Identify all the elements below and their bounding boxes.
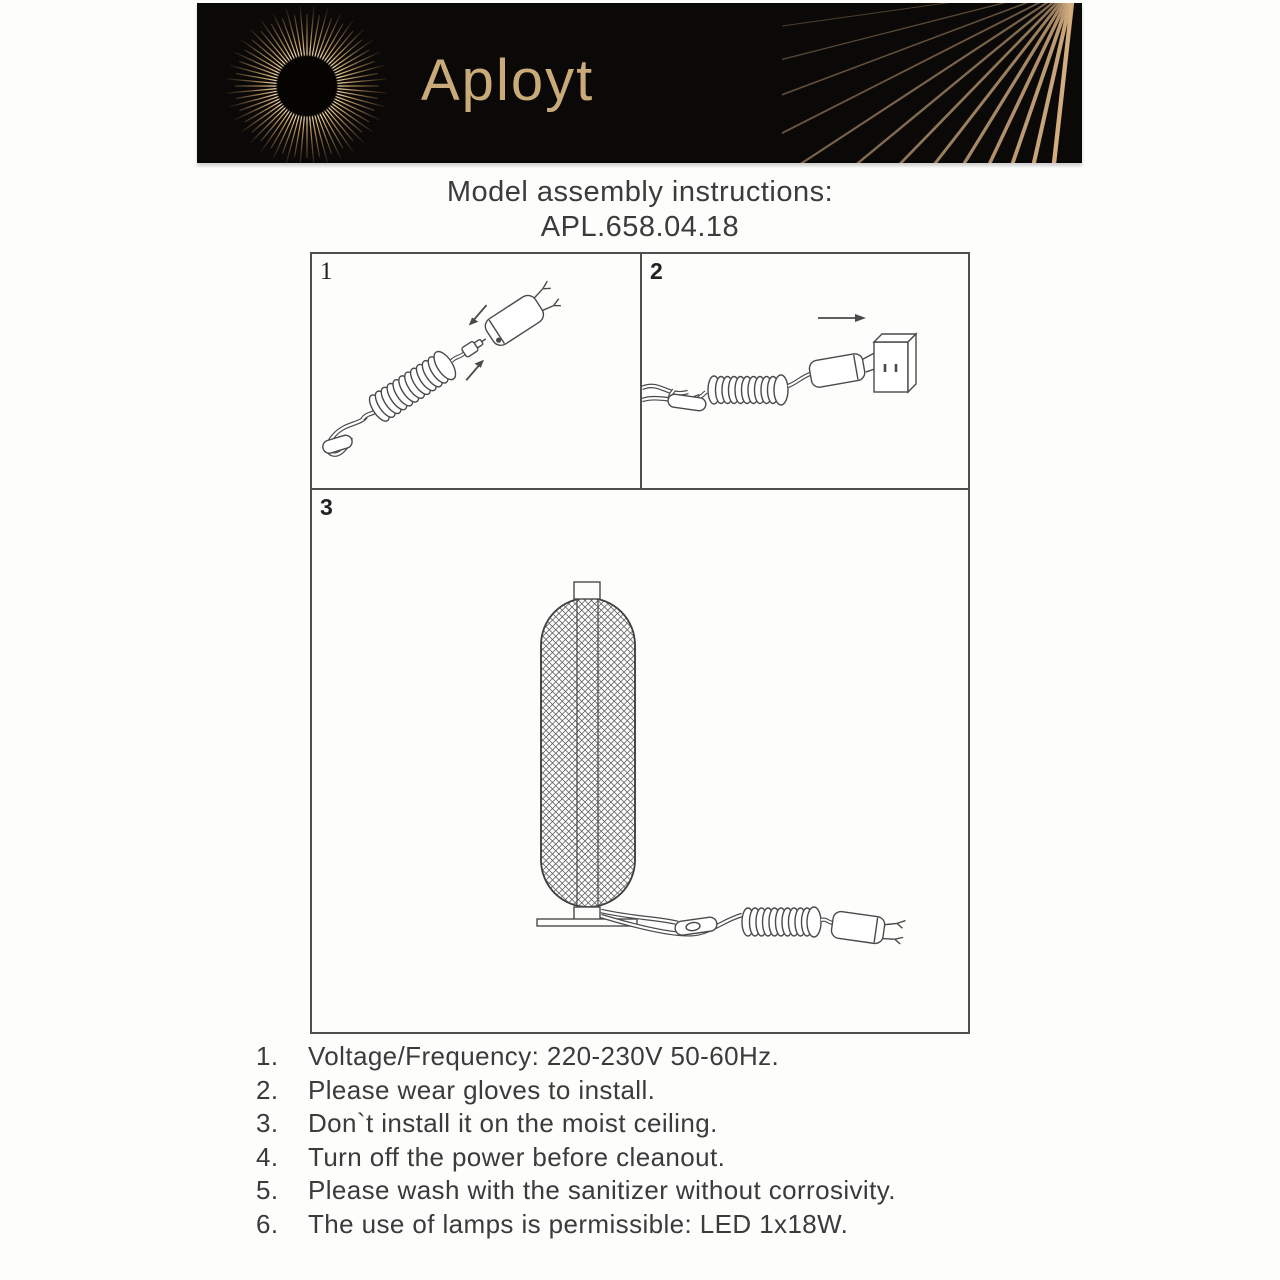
wall-outlet	[874, 334, 916, 392]
lamp-top-cap	[574, 582, 600, 599]
panel-3	[312, 490, 968, 1032]
plug-in-arrow	[818, 314, 866, 322]
lamp-shade	[541, 598, 635, 907]
item-number: 3.	[256, 1108, 279, 1138]
starburst-logo-icon	[227, 6, 387, 163]
list-item	[256, 1141, 1036, 1175]
panel-1	[312, 254, 642, 490]
item-number: 6.	[256, 1208, 279, 1239]
brand-name: Aployt	[421, 48, 595, 113]
list-item	[256, 1107, 1036, 1141]
decorative-rays-icon	[782, 3, 1082, 163]
list-item	[256, 1208, 1036, 1242]
dc-plug	[461, 334, 489, 357]
item-number: 2.	[256, 1074, 279, 1105]
item-text: Please wash with the sanitizer without corrosivity.	[308, 1175, 896, 1205]
lamp-stem	[574, 907, 600, 920]
power-adapter	[830, 911, 905, 948]
list-item	[256, 1074, 1036, 1108]
panel-2-number: 2	[650, 258, 663, 284]
assembly-diagram	[310, 252, 970, 1034]
page-title: Model assembly instructions:	[446, 176, 834, 208]
item-text: Turn off the power before cleanout.	[308, 1141, 726, 1172]
instructions-list	[256, 1040, 1036, 1241]
item-text: Please wear gloves to install.	[308, 1074, 656, 1105]
power-adapter	[482, 281, 564, 349]
item-number: 4.	[256, 1141, 279, 1172]
item-number: 5.	[256, 1175, 279, 1205]
item-number: 1.	[256, 1041, 279, 1071]
cable-adapter-connect-illustration	[312, 254, 640, 486]
adapter-to-outlet-illustration	[642, 254, 966, 486]
cable-coil	[708, 375, 788, 405]
list-item	[256, 1040, 1036, 1074]
panel-2	[642, 254, 968, 490]
item-text: The use of lamps is permissible: LED 1x18W.	[308, 1208, 849, 1239]
lamp-cable	[601, 911, 742, 934]
brand-banner	[197, 3, 1082, 163]
table-lamp-illustration	[312, 490, 968, 1032]
model-number: APL.658.04.18	[540, 211, 740, 243]
inline-switch	[674, 916, 718, 936]
panel-1-number: 1	[320, 258, 333, 285]
panel-3-number: 3	[320, 494, 333, 520]
cable-coil	[742, 907, 821, 937]
item-text: Don`t install it on the moist ceiling.	[308, 1108, 718, 1138]
cable-coil	[365, 348, 460, 425]
list-item	[256, 1174, 1036, 1208]
item-text: Voltage/Frequency: 220-230V 50-60Hz.	[308, 1041, 780, 1071]
logo-core-circle	[278, 57, 336, 115]
